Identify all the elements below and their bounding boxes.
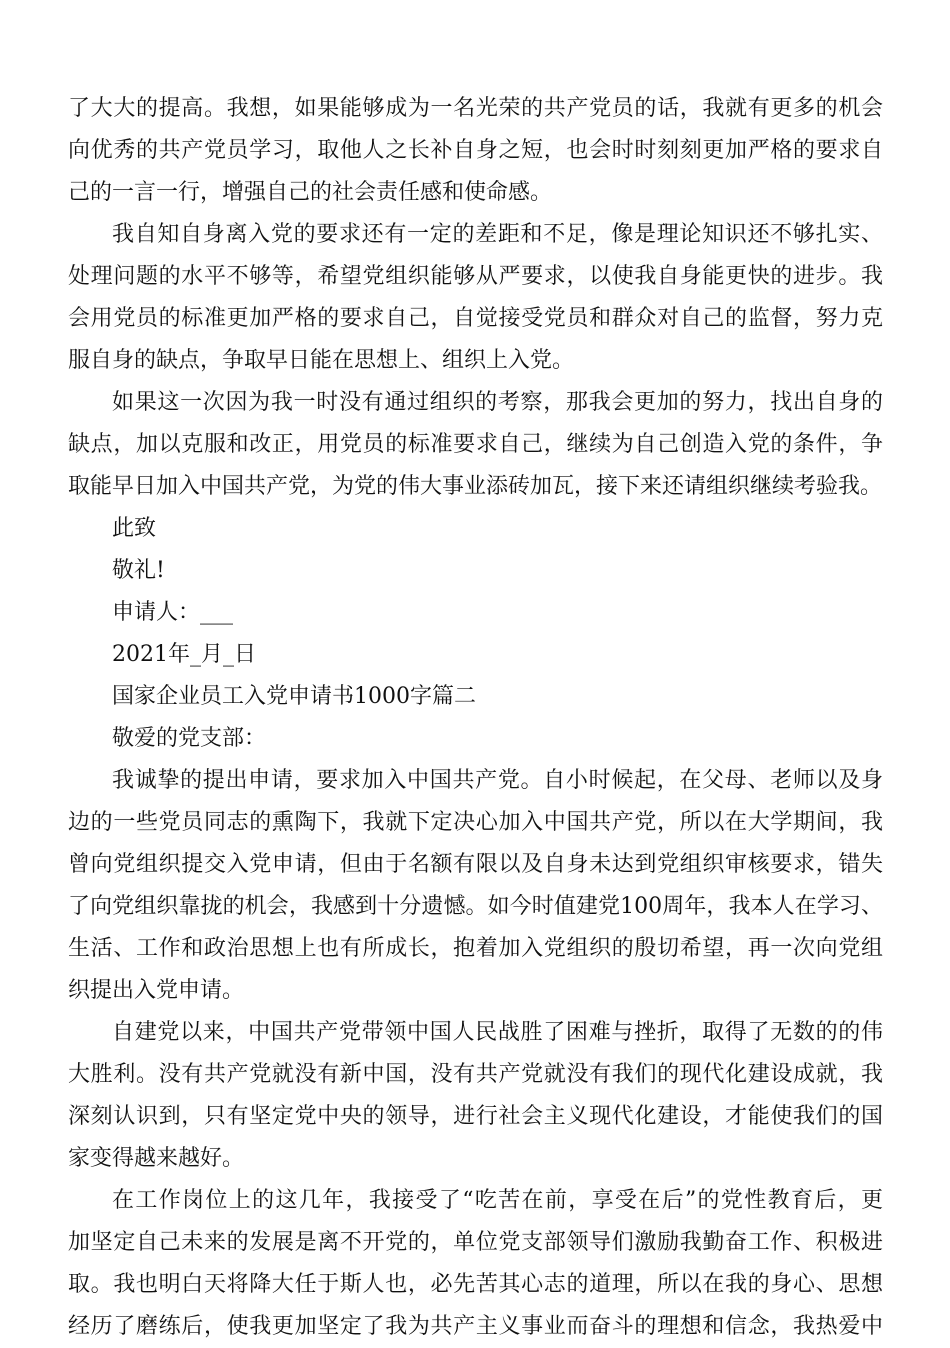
text-line: 我诚挚的提出申请，要求加入中国共产党。自小时候起，在父母、老师以及身 xyxy=(112,768,883,793)
text-line: 加坚定自己未来的发展是离不开党的，单位党支部领导们激励我勤奋工作、积极进 xyxy=(68,1230,883,1255)
text-line: 向优秀的共产党员学习，取他人之长补自身之短，也会时时刻刻更加严格的要求自 xyxy=(68,138,883,163)
text-line: 织提出入党申请。 xyxy=(68,978,245,1003)
text-line: 大胜利。没有共产党就没有新中国，没有共产党就没有我们的现代化建设成就，我 xyxy=(68,1062,883,1087)
text-line: 曾向党组织提交入党申请，但由于名额有限以及自身未达到党组织审核要求，错失 xyxy=(68,852,883,877)
text-line: 了向党组织靠拢的机会，我感到十分遗憾。如今时值建党100周年，我本人在学习、 xyxy=(68,894,883,919)
text-line: 己的一言一行，增强自己的社会责任感和使命感。 xyxy=(68,180,553,205)
text-line: 2021年_月_日 xyxy=(112,642,256,667)
text-line: 边的一些党员同志的熏陶下，我就下定决心加入中国共产党，所以在大学期间，我 xyxy=(68,810,883,835)
text-line: 如果这一次因为我一时没有通过组织的考察，那我会更加的努力，找出自身的 xyxy=(112,390,883,415)
text-line: 经历了磨练后，使我更加坚定了我为共产主义事业而奋斗的理想和信念，我热爱中 xyxy=(68,1314,883,1339)
text-line: 取能早日加入中国共产党，为党的伟大事业添砖加瓦，接下来还请组织继续考验我。 xyxy=(68,474,883,499)
text-line: 生活、工作和政治思想上也有所成长，抱着加入党组织的殷切希望，再一次向党组 xyxy=(68,936,883,961)
text-line: 深刻认识到，只有坚定党中央的领导，进行社会主义现代化建设，才能使我们的国 xyxy=(68,1104,883,1129)
text-line: 处理问题的水平不够等，希望党组织能够从严要求，以使我自身能更快的进步。我 xyxy=(68,264,883,289)
text-line: 自建党以来，中国共产党带领中国人民战胜了困难与挫折，取得了无数的的伟 xyxy=(112,1020,883,1045)
text-line: 取。我也明白天将降大任于斯人也，必先苦其心志的道理，所以在我的身心、思想 xyxy=(68,1272,883,1297)
text-line: 此致 xyxy=(112,516,157,541)
text-line: 会用党员的标准更加严格的要求自己，自觉接受党员和群众对自己的监督，努力克 xyxy=(68,306,883,331)
text-line: 服自身的缺点，争取早日能在思想上、组织上入党。 xyxy=(68,348,575,373)
text-line: 国家企业员工入党申请书1000字篇二 xyxy=(112,684,476,709)
document-page xyxy=(68,88,883,1348)
text-line: 敬爱的党支部： xyxy=(112,726,267,751)
text-line: 缺点，加以克服和改正，用党员的标准要求自己，继续为自己创造入党的条件，争 xyxy=(68,432,883,457)
text-line: 申请人：___ xyxy=(112,600,234,625)
text-line: 我自知自身离入党的要求还有一定的差距和不足，像是理论知识还不够扎实、 xyxy=(112,222,883,247)
text-line: 了大大的提高。我想，如果能够成为一名光荣的共产党员的话，我就有更多的机会 xyxy=(68,96,883,121)
text-line: 在工作岗位上的这几年，我接受了“吃苦在前，享受在后”的党性教育后，更 xyxy=(112,1188,883,1213)
text-line: 敬礼! xyxy=(112,558,165,583)
text-line: 家变得越来越好。 xyxy=(68,1146,245,1171)
